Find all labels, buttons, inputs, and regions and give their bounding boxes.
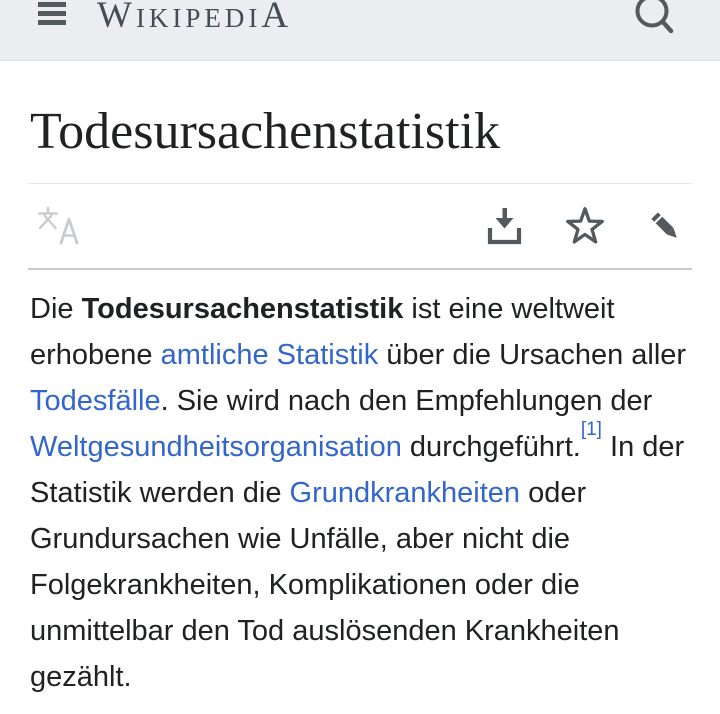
article xyxy=(0,104,720,700)
wordmark-letters: IKIPEDI xyxy=(135,3,262,33)
menu-button[interactable] xyxy=(38,2,68,28)
text-run: oder xyxy=(520,477,587,509)
menu-icon xyxy=(38,2,66,7)
bold-term: Todesursachenstatistik xyxy=(81,293,404,325)
paragraph-line xyxy=(30,516,692,562)
paragraph-line xyxy=(30,286,692,332)
article-toolbar xyxy=(28,184,692,268)
paragraph-line xyxy=(30,378,692,424)
wordmark-letter: W xyxy=(97,0,136,36)
search-icon xyxy=(628,0,676,41)
page-title: Todesursachenstatistik xyxy=(30,103,501,160)
language-icon xyxy=(36,206,82,246)
language-button[interactable] xyxy=(36,206,82,246)
watchlist-star-button[interactable] xyxy=(565,206,605,246)
text-run: über die Ursachen aller xyxy=(378,339,687,371)
toolbar-actions xyxy=(486,206,684,246)
text-run: gezählt. xyxy=(30,661,132,693)
download-button[interactable] xyxy=(486,206,523,246)
paragraph-line xyxy=(30,332,692,378)
reference-link[interactable]: [1] xyxy=(580,419,602,441)
wikipedia-wordmark[interactable] xyxy=(97,0,292,45)
reference-superscript xyxy=(581,419,602,440)
text-run: Die xyxy=(30,293,82,325)
edit-button[interactable] xyxy=(647,208,684,245)
text-run: In der xyxy=(601,431,685,463)
text-run: . Sie wird nach den Empfehlungen der xyxy=(160,385,653,417)
paragraph-line xyxy=(30,654,692,700)
text-run: Folgekrankheiten, Komplikationen oder die xyxy=(30,569,580,601)
paragraph-line xyxy=(30,470,692,516)
article-link[interactable]: amtliche Statistik xyxy=(160,339,379,371)
star-icon xyxy=(565,206,605,246)
article-link[interactable]: Grundkrankheiten xyxy=(289,477,521,509)
article-link[interactable]: Weltgesundheitsorganisation xyxy=(30,431,402,463)
article-link[interactable]: Todesfälle xyxy=(30,385,161,417)
paragraph-line xyxy=(30,562,692,608)
text-run: durchgeführt. xyxy=(401,431,581,463)
app-header xyxy=(0,0,720,61)
toolbar-divider xyxy=(28,268,692,270)
article-paragraph xyxy=(28,286,692,700)
text-run: ist eine weltweit xyxy=(403,293,615,325)
text-run: Statistik werden die xyxy=(30,477,290,509)
paragraph-line xyxy=(30,419,692,470)
download-icon xyxy=(486,206,523,246)
text-run: Grundursachen wie Unfälle, aber nicht die xyxy=(30,523,571,555)
edit-pencil-icon xyxy=(647,208,684,245)
text-run: erhobene xyxy=(30,339,161,371)
wordmark-letter: A xyxy=(261,0,293,36)
text-run: unmittelbar den Tod auslösenden Krankheiten xyxy=(30,615,620,647)
search-button[interactable] xyxy=(628,0,676,41)
paragraph-line xyxy=(30,608,692,654)
